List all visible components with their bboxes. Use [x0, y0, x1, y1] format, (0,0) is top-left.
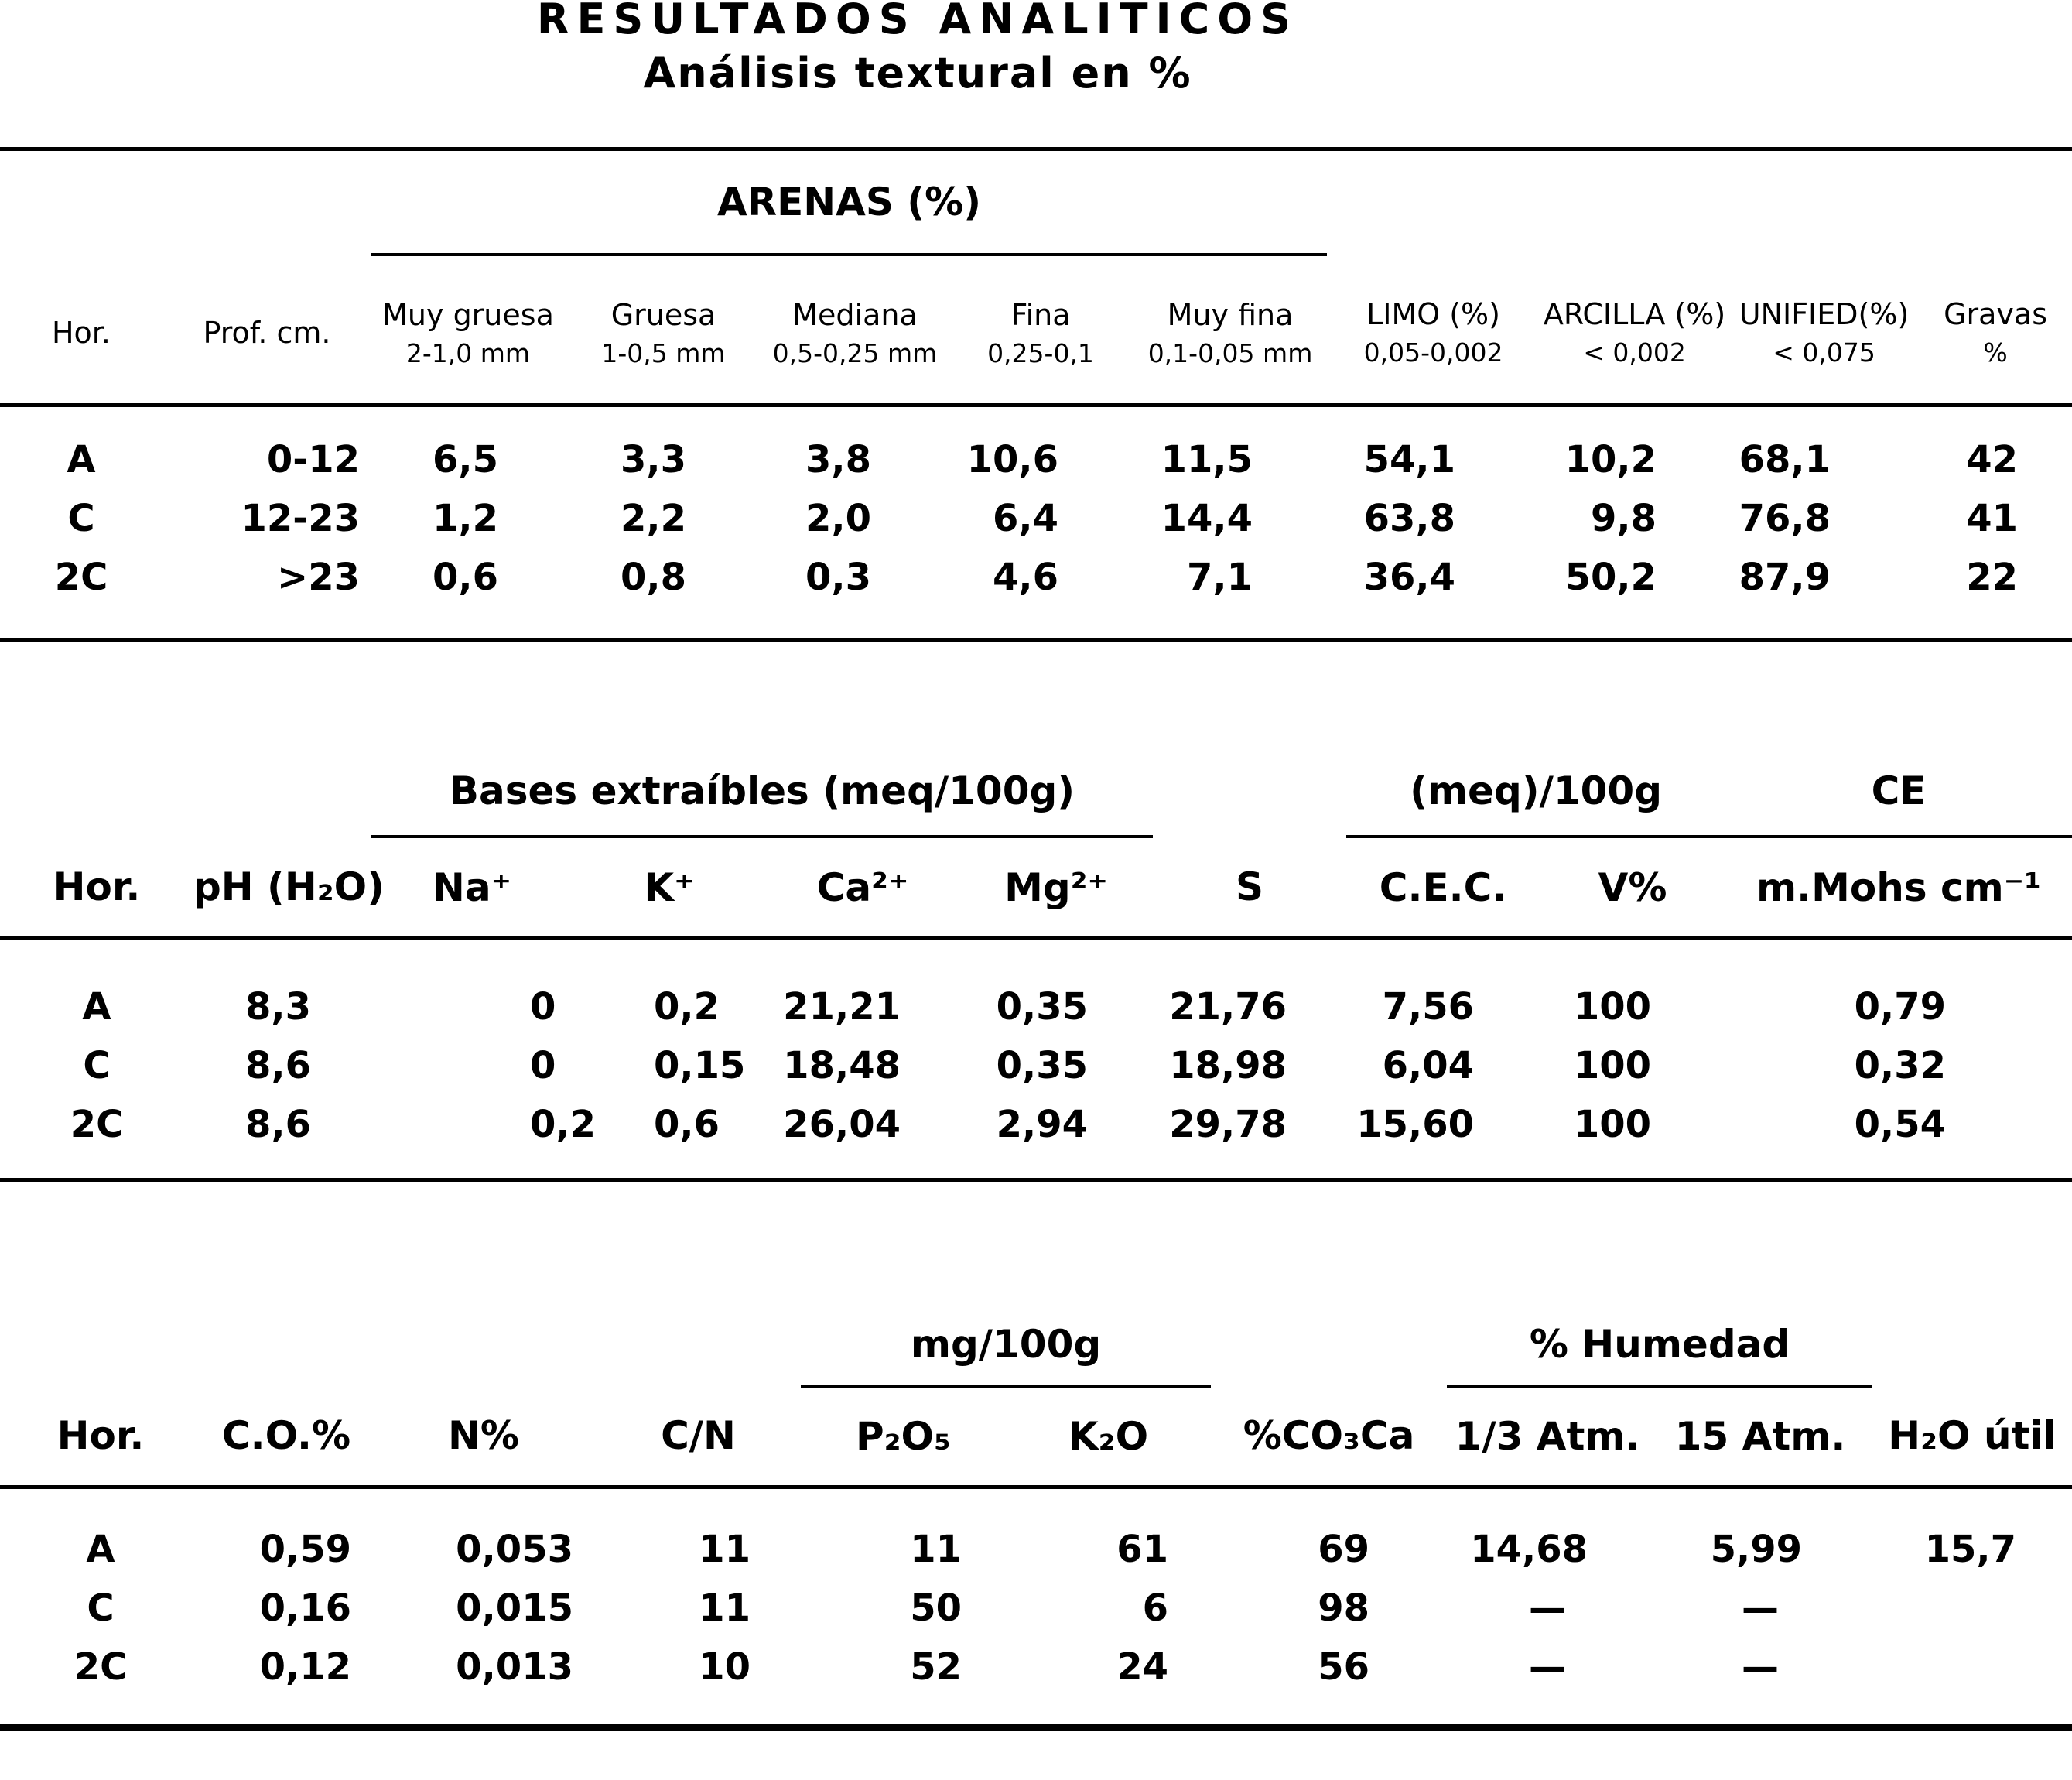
table-cell: 9,8 — [1591, 497, 1657, 540]
table-cell: 2C — [74, 1645, 128, 1689]
table-cell: 15,60 — [1356, 1103, 1475, 1146]
column-header-na: Na⁺ — [371, 837, 573, 939]
table-cell: 0,79 — [1854, 985, 1947, 1029]
group-header-meq: (meq)/100g — [1346, 747, 1725, 837]
spacer-cell — [1153, 747, 1346, 837]
texture-table — [0, 147, 2072, 642]
column-header-hor: Hor. — [0, 837, 193, 939]
column-header-s: S — [1153, 837, 1346, 939]
table-cell: 15,7 — [1924, 1528, 2017, 1571]
column-header-15atm: 15 Atm. — [1648, 1386, 1872, 1487]
group-header-bases: Bases extraíbles (meq/100g) — [371, 747, 1153, 837]
column-header-co3ca: %CO₃Ca — [1211, 1386, 1447, 1487]
column-header-v: V% — [1540, 837, 1725, 939]
column-header-row — [0, 837, 2072, 939]
table-cell: 50,2 — [1564, 556, 1657, 599]
table-cell: 0,8 — [620, 556, 686, 599]
table-cell: 41 — [1966, 497, 2019, 540]
table-cell: 100 — [1573, 1044, 1652, 1087]
table-cell: 0,54 — [1854, 1103, 1947, 1146]
column-header-13atm: 1/3 Atm. — [1447, 1386, 1648, 1487]
column-header-row — [0, 1386, 2072, 1487]
table-cell: 10 — [699, 1645, 751, 1689]
column-header-k2o: K₂O — [1006, 1386, 1211, 1487]
table-cell: 0 — [530, 1044, 556, 1087]
table-cell: 7,56 — [1382, 985, 1475, 1029]
table-cell: 11 — [910, 1528, 962, 1571]
group-header-mg100g: mg/100g — [801, 1304, 1211, 1386]
column-header-mediana: Mediana 0,5-0,25 mm — [762, 255, 948, 406]
table-cell: 14,4 — [1161, 497, 1253, 540]
table-cell: A — [86, 1528, 115, 1571]
table-cell: 11,5 — [1161, 438, 1253, 481]
spacer-cell — [0, 149, 371, 255]
group-header-humedad: % Humedad — [1447, 1304, 1872, 1386]
table-cell: C — [87, 1587, 115, 1630]
table-cell: 0,015 — [456, 1587, 573, 1630]
table-cell: 0,15 — [654, 1044, 746, 1087]
table-cell: 11 — [699, 1587, 751, 1630]
table-row — [0, 1036, 2072, 1095]
table-cell: 11 — [699, 1528, 751, 1571]
column-header-cec: C.E.C. — [1346, 837, 1540, 939]
column-header-mmohs: m.Mohs cm⁻¹ — [1725, 837, 2072, 939]
table-cell: >23 — [276, 556, 360, 599]
table-cell: 0-12 — [266, 438, 360, 481]
table-cell: 2,2 — [620, 497, 686, 540]
column-header-mg: Mg²⁺ — [959, 837, 1153, 939]
column-header-fina: Fina 0,25-0,1 — [948, 255, 1133, 406]
group-header-row — [0, 1304, 2072, 1386]
table-cell: — — [1529, 1645, 1567, 1689]
table-cell: 12-23 — [241, 497, 360, 540]
nutrients-table — [0, 1304, 2072, 1731]
table-cell: 52 — [910, 1645, 962, 1689]
table-cell: 6 — [1142, 1587, 1169, 1630]
column-header-hor: Hor. — [0, 255, 162, 406]
table-cell: 18,48 — [783, 1044, 901, 1087]
table-cell: 8,6 — [244, 1044, 311, 1087]
column-header-co: C.O.% — [201, 1386, 371, 1487]
table-row — [0, 1487, 2072, 1580]
table-row — [0, 939, 2072, 1037]
table-cell: 0,2 — [530, 1103, 597, 1146]
table-cell: 68,1 — [1739, 438, 1831, 481]
table-cell: 21,76 — [1169, 985, 1287, 1029]
table-cell: 0,6 — [654, 1103, 720, 1146]
column-header-gruesa: Gruesa 1-0,5 mm — [565, 255, 762, 406]
table-cell: 0,35 — [996, 985, 1089, 1029]
table-cell: 0,2 — [654, 985, 720, 1029]
table-cell: — — [1529, 1587, 1567, 1630]
column-header-ca: Ca²⁺ — [766, 837, 959, 939]
table-cell: 76,8 — [1739, 497, 1831, 540]
bases-table — [0, 747, 2072, 1182]
column-header-ph: pH (H₂O) — [193, 837, 371, 939]
table-cell: 0,16 — [259, 1587, 351, 1630]
column-header-limo: LIMO (%) 0,05-0,002 — [1327, 255, 1540, 406]
group-header-row — [0, 747, 2072, 837]
table-cell: 2C — [54, 556, 108, 599]
spacer-cell — [1327, 149, 2072, 255]
table-cell: 1,2 — [432, 497, 498, 540]
table-cell: 0,053 — [456, 1528, 573, 1571]
table-cell: 50 — [910, 1587, 962, 1630]
table-cell: 0,12 — [259, 1645, 351, 1689]
column-header-gravas: Gravas % — [1919, 255, 2072, 406]
table-cell: 14,68 — [1470, 1528, 1588, 1571]
table-cell: 0,3 — [805, 556, 871, 599]
table-cell: 100 — [1573, 1103, 1652, 1146]
table-cell: 0,35 — [996, 1044, 1089, 1087]
spacer-cell — [0, 747, 371, 837]
column-header-p2o5: P₂O₅ — [801, 1386, 1006, 1487]
table-cell: C — [67, 497, 95, 540]
table-cell: 0,6 — [432, 556, 498, 599]
table-cell: 2C — [70, 1103, 124, 1146]
table-cell: 2,94 — [996, 1103, 1089, 1146]
table-cell — [1872, 1638, 2072, 1728]
table-cell: 24 — [1116, 1645, 1169, 1689]
table-cell: 26,04 — [783, 1103, 901, 1146]
group-header-row — [0, 149, 2072, 255]
column-header-prof: Prof. cm. — [162, 255, 371, 406]
table-cell: 69 — [1318, 1528, 1370, 1571]
table-cell: 0 — [530, 985, 556, 1029]
table-cell: A — [82, 985, 111, 1029]
table-cell: 29,78 — [1169, 1103, 1287, 1146]
column-header-muy-fina: Muy fina 0,1-0,05 mm — [1133, 255, 1327, 406]
table-cell: 6,5 — [432, 438, 498, 481]
table-cell: 3,8 — [805, 438, 871, 481]
table-row — [0, 1638, 2072, 1728]
table-row — [0, 548, 2072, 640]
table-cell: 63,8 — [1363, 497, 1456, 540]
column-header-row — [0, 255, 2072, 406]
column-header-n: N% — [371, 1386, 596, 1487]
table-cell: 54,1 — [1363, 438, 1456, 481]
table-cell: 87,9 — [1739, 556, 1831, 599]
page-subtitle: Análisis textural en % — [643, 49, 1192, 98]
table-cell: 61 — [1116, 1528, 1169, 1571]
page-title: RESULTADOS ANALITICOS — [536, 0, 1299, 43]
column-header-cn: C/N — [596, 1386, 801, 1487]
table-cell — [1872, 1579, 2072, 1638]
table-cell: — — [1742, 1645, 1780, 1689]
table-cell: — — [1742, 1587, 1780, 1630]
table-cell: 100 — [1573, 985, 1652, 1029]
table-cell: 0,32 — [1854, 1044, 1947, 1087]
table-row — [0, 1579, 2072, 1638]
column-header-k: K⁺ — [573, 837, 766, 939]
table-cell: 21,21 — [783, 985, 901, 1029]
column-header-hor: Hor. — [0, 1386, 201, 1487]
column-header-arcilla: ARCILLA (%) < 0,002 — [1540, 255, 1729, 406]
table-cell: 56 — [1318, 1645, 1370, 1689]
table-cell: 98 — [1318, 1587, 1370, 1630]
table-cell: 10,2 — [1564, 438, 1657, 481]
table-cell: 8,6 — [244, 1103, 311, 1146]
spacer-cell — [0, 1304, 801, 1386]
spacer-cell — [1872, 1304, 2072, 1386]
group-header-ce: CE — [1725, 747, 2072, 837]
table-cell: 10,6 — [966, 438, 1058, 481]
table-cell: 0,59 — [259, 1528, 351, 1571]
table-row — [0, 406, 2072, 490]
table-cell: 36,4 — [1363, 556, 1456, 599]
table-cell: 8,3 — [244, 985, 311, 1029]
table-cell: 6,04 — [1382, 1044, 1475, 1087]
table-cell: 7,1 — [1187, 556, 1253, 599]
table-row — [0, 489, 2072, 548]
table-cell: A — [67, 438, 96, 481]
table-cell: 22 — [1966, 556, 2019, 599]
column-header-unified: UNIFIED(%) < 0,075 — [1729, 255, 1919, 406]
table-cell: 0,013 — [456, 1645, 573, 1689]
group-header-arenas: ARENAS (%) — [371, 149, 1327, 255]
table-cell: C — [83, 1044, 111, 1087]
table-cell: 5,99 — [1710, 1528, 1803, 1571]
table-cell: 18,98 — [1169, 1044, 1287, 1087]
table-cell: 6,4 — [992, 497, 1058, 540]
table-cell: 3,3 — [620, 438, 686, 481]
table-cell: 4,6 — [992, 556, 1058, 599]
column-header-muy-gruesa: Muy gruesa 2-1,0 mm — [371, 255, 565, 406]
table-cell: 2,0 — [805, 497, 871, 540]
column-header-h2o-util: H₂O útil — [1872, 1386, 2072, 1487]
spacer-cell — [1211, 1304, 1447, 1386]
table-row — [0, 1095, 2072, 1180]
table-cell: 42 — [1966, 438, 2019, 481]
